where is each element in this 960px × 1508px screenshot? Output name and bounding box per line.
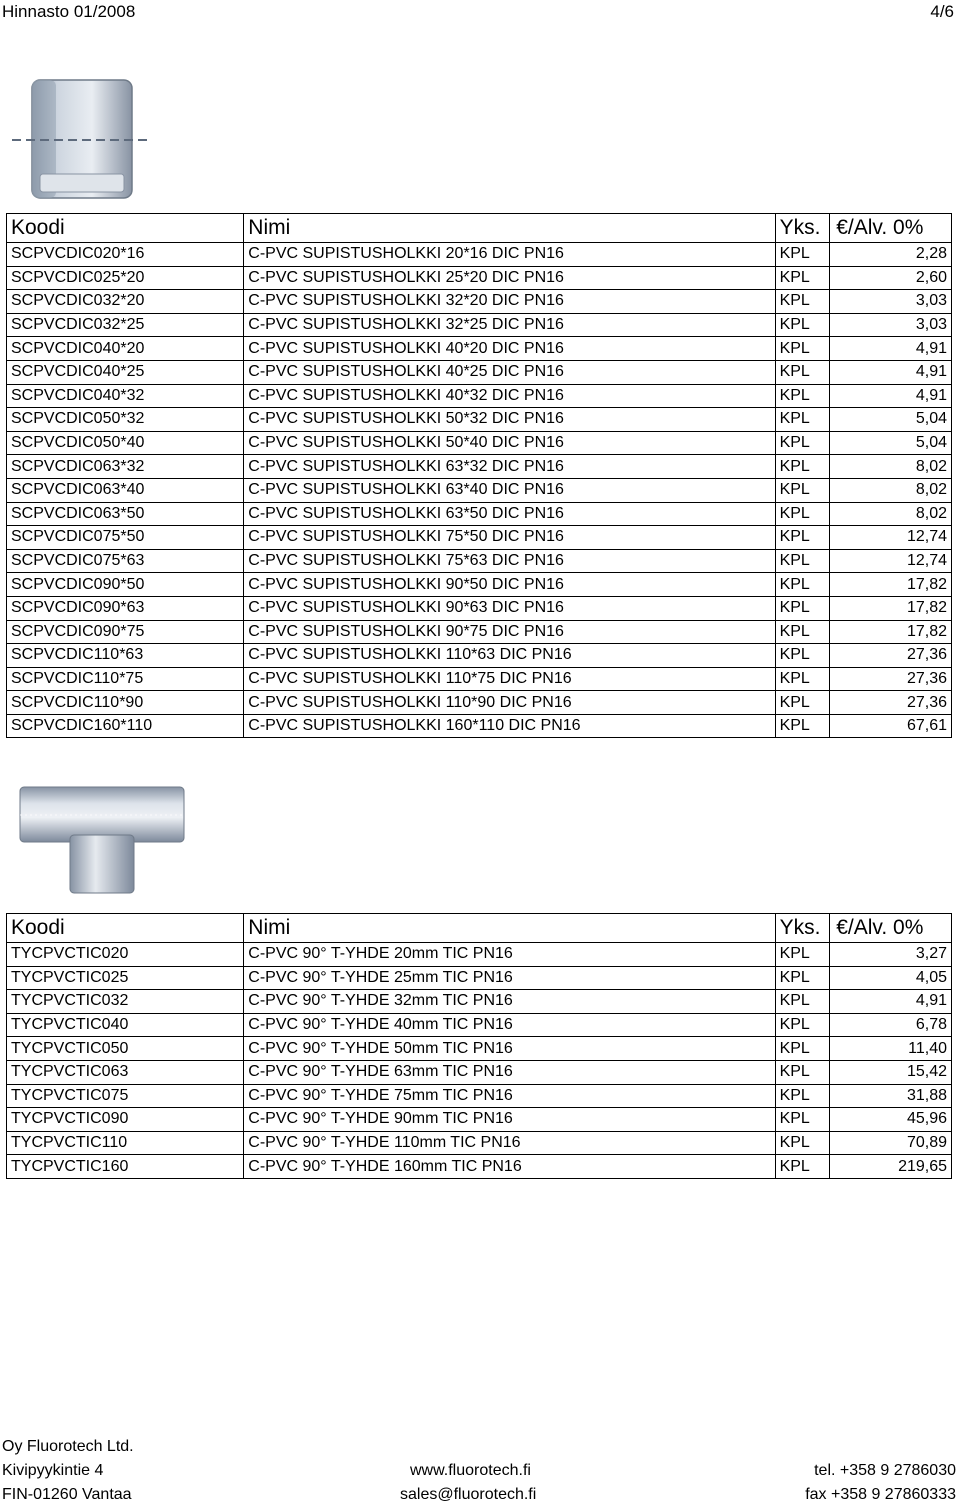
table-row: [7, 1013, 952, 1037]
unit-cell: KPL: [775, 966, 830, 990]
footer-street: Kivipyykintie 4: [2, 1462, 104, 1479]
price-cell: 17,82: [830, 596, 952, 620]
page-number: 4/6: [930, 2, 954, 21]
code-cell: TYCPVCTIC050: [7, 1037, 244, 1061]
unit-cell: KPL: [775, 1108, 830, 1132]
table-row: [7, 549, 952, 573]
table-row: [7, 573, 952, 597]
price-column-header: €/Alv. 0%: [830, 914, 952, 943]
footer-phone: tel. +358 9 2786030: [814, 1462, 956, 1479]
unit-cell: KPL: [775, 290, 830, 314]
table-row: [7, 990, 952, 1014]
name-cell: C-PVC SUPISTUSHOLKKI 32*25 DIC PN16: [244, 313, 775, 337]
name-cell: C-PVC SUPISTUSHOLKKI 40*32 DIC PN16: [244, 384, 775, 408]
code-cell: TYCPVCTIC160: [7, 1155, 244, 1179]
table-row: [7, 691, 952, 715]
price-cell: 2,60: [830, 266, 952, 290]
name-cell: C-PVC 90° T-YHDE 20mm TIC PN16: [244, 943, 775, 967]
unit-cell: KPL: [775, 1131, 830, 1155]
code-cell: SCPVCDIC110*90: [7, 691, 244, 715]
price-cell: 11,40: [830, 1037, 952, 1061]
table-row: [7, 1060, 952, 1084]
table-row: [7, 966, 952, 990]
table-row: [7, 455, 952, 479]
price-cell: 5,04: [830, 408, 952, 432]
code-cell: TYCPVCTIC063: [7, 1060, 244, 1084]
name-cell: C-PVC SUPISTUSHOLKKI 110*63 DIC PN16: [244, 644, 775, 668]
unit-cell: KPL: [775, 714, 830, 738]
unit-cell: KPL: [775, 596, 830, 620]
table-header-row: [7, 214, 952, 243]
tee-price-table: [6, 913, 952, 1179]
code-cell: SCPVCDIC032*25: [7, 313, 244, 337]
unit-cell: KPL: [775, 644, 830, 668]
footer-fax: fax +358 9 27860333: [805, 1486, 956, 1503]
code-cell: SCPVCDIC110*63: [7, 644, 244, 668]
unit-column-header: Yks.: [775, 214, 830, 243]
name-column-header: Nimi: [244, 214, 775, 243]
table-row: [7, 943, 952, 967]
code-cell: SCPVCDIC025*20: [7, 266, 244, 290]
unit-cell: KPL: [775, 1037, 830, 1061]
code-cell: SCPVCDIC090*50: [7, 573, 244, 597]
table-row: [7, 360, 952, 384]
unit-cell: KPL: [775, 1084, 830, 1108]
name-cell: C-PVC SUPISTUSHOLKKI 40*20 DIC PN16: [244, 337, 775, 361]
price-cell: 27,36: [830, 644, 952, 668]
unit-cell: KPL: [775, 337, 830, 361]
name-cell: C-PVC SUPISTUSHOLKKI 75*63 DIC PN16: [244, 549, 775, 573]
code-cell: TYCPVCTIC075: [7, 1084, 244, 1108]
name-cell: C-PVC SUPISTUSHOLKKI 20*16 DIC PN16: [244, 243, 775, 267]
table-row: [7, 313, 952, 337]
unit-cell: KPL: [775, 943, 830, 967]
tee-fitting-image: [18, 785, 186, 895]
table-row: [7, 596, 952, 620]
name-cell: C-PVC SUPISTUSHOLKKI 63*32 DIC PN16: [244, 455, 775, 479]
code-cell: TYCPVCTIC025: [7, 966, 244, 990]
code-cell: SCPVCDIC160*110: [7, 714, 244, 738]
code-cell: SCPVCDIC075*50: [7, 526, 244, 550]
table-row: [7, 620, 952, 644]
table-row: [7, 243, 952, 267]
price-cell: 3,27: [830, 943, 952, 967]
price-cell: 6,78: [830, 1013, 952, 1037]
unit-cell: KPL: [775, 549, 830, 573]
price-cell: 31,88: [830, 1084, 952, 1108]
footer-email-link[interactable]: sales@fluorotech.fi: [400, 1486, 537, 1503]
footer-website-link[interactable]: www.fluorotech.fi: [410, 1462, 531, 1479]
table-row: [7, 478, 952, 502]
name-cell: C-PVC 90° T-YHDE 90mm TIC PN16: [244, 1108, 775, 1132]
name-cell: C-PVC 90° T-YHDE 63mm TIC PN16: [244, 1060, 775, 1084]
table-row: [7, 1084, 952, 1108]
unit-cell: KPL: [775, 990, 830, 1014]
table-row: [7, 644, 952, 668]
code-cell: SCPVCDIC090*75: [7, 620, 244, 644]
code-column-header: Koodi: [7, 914, 244, 943]
price-cell: 12,74: [830, 549, 952, 573]
footer-city: FIN-01260 Vantaa: [2, 1486, 132, 1503]
price-cell: 3,03: [830, 313, 952, 337]
code-cell: SCPVCDIC063*32: [7, 455, 244, 479]
table-row: [7, 1155, 952, 1179]
table-row: [7, 714, 952, 738]
price-cell: 4,91: [830, 337, 952, 361]
price-column-header: €/Alv. 0%: [830, 214, 952, 243]
unit-cell: KPL: [775, 502, 830, 526]
table-row: [7, 431, 952, 455]
price-cell: 15,42: [830, 1060, 952, 1084]
price-cell: 17,82: [830, 620, 952, 644]
price-cell: 4,05: [830, 966, 952, 990]
name-column-header: Nimi: [244, 914, 775, 943]
name-cell: C-PVC SUPISTUSHOLKKI 75*50 DIC PN16: [244, 526, 775, 550]
name-cell: C-PVC SUPISTUSHOLKKI 32*20 DIC PN16: [244, 290, 775, 314]
unit-cell: KPL: [775, 667, 830, 691]
table-row: [7, 337, 952, 361]
name-cell: C-PVC SUPISTUSHOLKKI 90*50 DIC PN16: [244, 573, 775, 597]
table-header-row: [7, 914, 952, 943]
table-row: [7, 502, 952, 526]
code-cell: SCPVCDIC075*63: [7, 549, 244, 573]
unit-cell: KPL: [775, 1060, 830, 1084]
name-cell: C-PVC SUPISTUSHOLKKI 50*32 DIC PN16: [244, 408, 775, 432]
name-cell: C-PVC 90° T-YHDE 50mm TIC PN16: [244, 1037, 775, 1061]
price-cell: 45,96: [830, 1108, 952, 1132]
name-cell: C-PVC 90° T-YHDE 160mm TIC PN16: [244, 1155, 775, 1179]
unit-cell: KPL: [775, 408, 830, 432]
unit-cell: KPL: [775, 573, 830, 597]
name-cell: C-PVC SUPISTUSHOLKKI 25*20 DIC PN16: [244, 266, 775, 290]
code-cell: SCPVCDIC040*32: [7, 384, 244, 408]
table-row: [7, 266, 952, 290]
unit-cell: KPL: [775, 691, 830, 715]
unit-cell: KPL: [775, 360, 830, 384]
table-row: [7, 1131, 952, 1155]
price-cell: 8,02: [830, 455, 952, 479]
table-row: [7, 1037, 952, 1061]
table-row: [7, 667, 952, 691]
name-cell: C-PVC SUPISTUSHOLKKI 63*40 DIC PN16: [244, 478, 775, 502]
code-cell: SCPVCDIC040*20: [7, 337, 244, 361]
code-cell: SCPVCDIC063*40: [7, 478, 244, 502]
name-cell: C-PVC SUPISTUSHOLKKI 90*75 DIC PN16: [244, 620, 775, 644]
name-cell: C-PVC SUPISTUSHOLKKI 90*63 DIC PN16: [244, 596, 775, 620]
table-row: [7, 1108, 952, 1132]
unit-cell: KPL: [775, 243, 830, 267]
code-cell: SCPVCDIC110*75: [7, 667, 244, 691]
code-cell: TYCPVCTIC032: [7, 990, 244, 1014]
table-row: [7, 408, 952, 432]
code-cell: TYCPVCTIC040: [7, 1013, 244, 1037]
unit-cell: KPL: [775, 384, 830, 408]
unit-cell: KPL: [775, 1155, 830, 1179]
price-cell: 5,04: [830, 431, 952, 455]
unit-cell: KPL: [775, 431, 830, 455]
name-cell: C-PVC SUPISTUSHOLKKI 110*90 DIC PN16: [244, 691, 775, 715]
unit-cell: KPL: [775, 478, 830, 502]
price-cell: 219,65: [830, 1155, 952, 1179]
table-row: [7, 526, 952, 550]
unit-cell: KPL: [775, 266, 830, 290]
price-cell: 17,82: [830, 573, 952, 597]
name-cell: C-PVC SUPISTUSHOLKKI 40*25 DIC PN16: [244, 360, 775, 384]
unit-cell: KPL: [775, 620, 830, 644]
name-cell: C-PVC 90° T-YHDE 25mm TIC PN16: [244, 966, 775, 990]
price-cell: 4,91: [830, 384, 952, 408]
unit-cell: KPL: [775, 455, 830, 479]
price-cell: 27,36: [830, 691, 952, 715]
price-cell: 8,02: [830, 502, 952, 526]
reducer-price-table: [6, 213, 952, 738]
code-cell: SCPVCDIC050*32: [7, 408, 244, 432]
page-title: Hinnasto 01/2008: [2, 2, 136, 21]
table-row: [7, 290, 952, 314]
code-cell: TYCPVCTIC090: [7, 1108, 244, 1132]
table-row: [7, 384, 952, 408]
footer-company: Oy Fluorotech Ltd.: [2, 1438, 134, 1455]
code-cell: SCPVCDIC050*40: [7, 431, 244, 455]
name-cell: C-PVC 90° T-YHDE 110mm TIC PN16: [244, 1131, 775, 1155]
name-cell: C-PVC 90° T-YHDE 40mm TIC PN16: [244, 1013, 775, 1037]
name-cell: C-PVC SUPISTUSHOLKKI 50*40 DIC PN16: [244, 431, 775, 455]
price-cell: 8,02: [830, 478, 952, 502]
code-cell: SCPVCDIC063*50: [7, 502, 244, 526]
price-cell: 4,91: [830, 990, 952, 1014]
unit-cell: KPL: [775, 313, 830, 337]
code-cell: TYCPVCTIC110: [7, 1131, 244, 1155]
price-cell: 4,91: [830, 360, 952, 384]
price-cell: 3,03: [830, 290, 952, 314]
code-cell: SCPVCDIC090*63: [7, 596, 244, 620]
name-cell: C-PVC SUPISTUSHOLKKI 110*75 DIC PN16: [244, 667, 775, 691]
name-cell: C-PVC 90° T-YHDE 32mm TIC PN16: [244, 990, 775, 1014]
code-column-header: Koodi: [7, 214, 244, 243]
name-cell: C-PVC SUPISTUSHOLKKI 63*50 DIC PN16: [244, 502, 775, 526]
code-cell: SCPVCDIC040*25: [7, 360, 244, 384]
code-cell: SCPVCDIC020*16: [7, 243, 244, 267]
unit-cell: KPL: [775, 526, 830, 550]
price-cell: 2,28: [830, 243, 952, 267]
code-cell: TYCPVCTIC020: [7, 943, 244, 967]
price-cell: 67,61: [830, 714, 952, 738]
price-cell: 27,36: [830, 667, 952, 691]
name-cell: C-PVC 90° T-YHDE 75mm TIC PN16: [244, 1084, 775, 1108]
reducer-fitting-image: [12, 78, 147, 203]
price-cell: 12,74: [830, 526, 952, 550]
price-cell: 70,89: [830, 1131, 952, 1155]
unit-cell: KPL: [775, 1013, 830, 1037]
unit-column-header: Yks.: [775, 914, 830, 943]
name-cell: C-PVC SUPISTUSHOLKKI 160*110 DIC PN16: [244, 714, 775, 738]
code-cell: SCPVCDIC032*20: [7, 290, 244, 314]
